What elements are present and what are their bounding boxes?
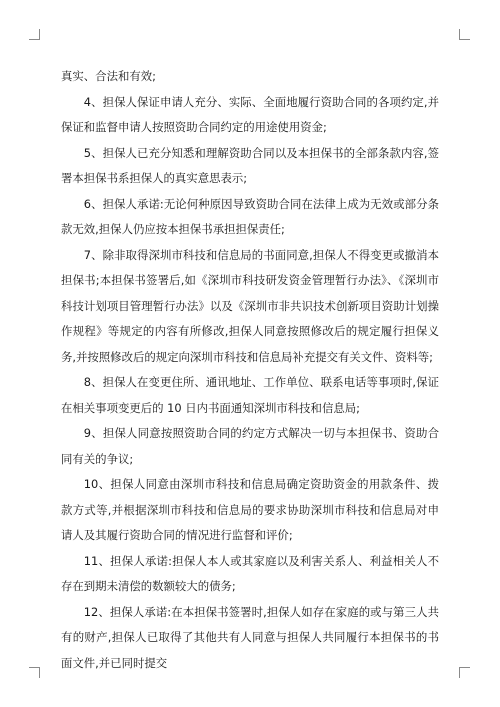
corner-mark-top-left: [29, 29, 40, 40]
clause-12: 12、担保人承诺:在本担保书签署时,担保人如存在家庭的或与第三人共有的财产,担保人已取得了其他共有人同意与担保人共同履行本担保书的书面文件,并已同时提交: [61, 604, 439, 670]
clause-9: 9、担保人同意按照资助合同的约定方式解决一切与本担保书、资助合同有关的争议;: [61, 426, 439, 466]
corner-mark-top-right: [459, 29, 470, 40]
paragraph-continuation: 真实、合法和有效;: [61, 69, 156, 83]
clause-11: 11、担保人承诺:担保人本人或其家庭以及利害关系人、利益相关人不存在到期未清偿的数额较大的债务;: [61, 553, 439, 593]
corner-mark-bottom-left: [29, 667, 40, 678]
clause-6: 6、担保人承诺:无论何种原因导致资助合同在法律上成为无效或部分条款无效,担保人仍应按本担保书承担担保责任;: [61, 196, 439, 236]
corner-mark-bottom-right: [459, 667, 470, 678]
clause-5: 5、担保人已充分知悉和理解资助合同以及本担保书的全部条款内容,签署本担保书系担保人的真实意思表示;: [61, 145, 439, 185]
clause-7: 7、除非取得深圳市科技和信息局的书面同意,担保人不得变更或撤消本担保书;本担保书签署后,如《深圳市科技研发资金管理暂行办法》、《深圳市科技计划项目管理暂行办法》以及《深圳市非共识技术创新项目资助计划操作规程》等规定的内容有所修改,担保人同意按照修改后的规定履行担保义务,并按照修改后的规定向深圳市科技和信息局补充提交有关文件、资料等;: [61, 247, 439, 364]
clause-10: 10、担保人同意由深圳市科技和信息局确定资助资金的用款条件、拨款方式等,并根据深圳市科技和信息局的要求协助深圳市科技和信息局对申请人及其履行资助合同的情况进行监督和评价;: [61, 477, 439, 542]
clause-4: 4、担保人保证申请人充分、实际、全面地履行资助合同的各项约定,并保证和监督申请人按照资助合同约定的用途使用资金;: [61, 94, 439, 134]
document-body: [61, 64, 439, 676]
clause-8: 8、担保人在变更住所、通讯地址、工作单位、联系电话等事项时,保证在相关事项变更后的 10 日内书面通知深圳市科技和信息局;: [61, 375, 439, 415]
